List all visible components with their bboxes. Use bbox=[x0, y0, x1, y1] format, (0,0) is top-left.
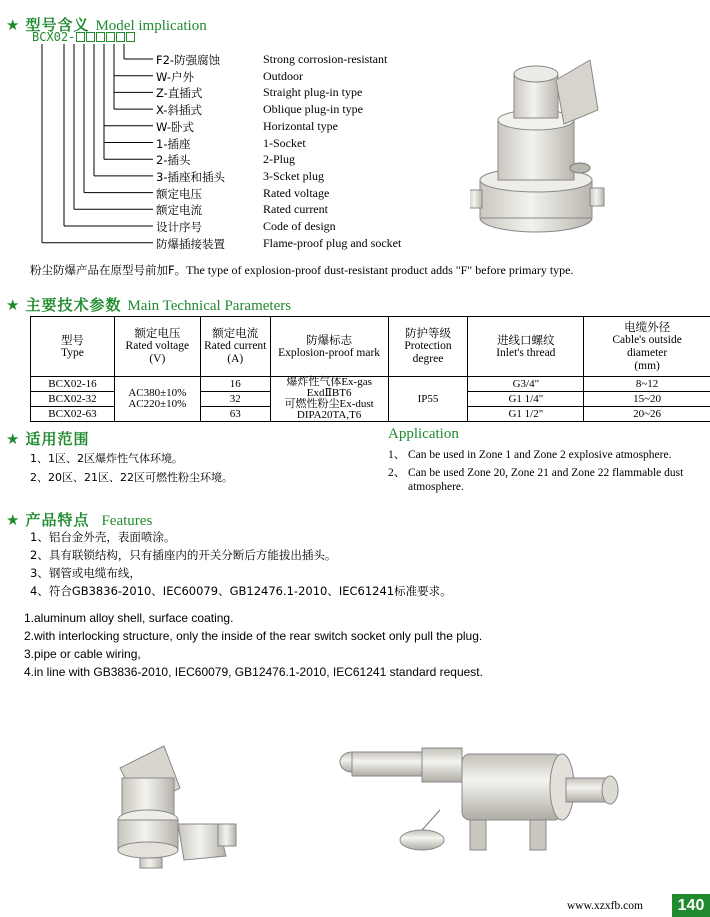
header-mark: 防爆标志 Explosion-proof mark bbox=[270, 317, 388, 377]
table-row: BCX02-16 AC380±10% AC220±10% 16 爆炸性气体Ex-gas ExdⅡBT6 可燃性粉尘Ex-dust DIPA20TA,T6 IP55 G3/4" 8~12 bbox=[31, 377, 710, 392]
model-item-en: Outdoor bbox=[263, 68, 303, 83]
features-list-en bbox=[24, 609, 483, 681]
scope-heading: ★ 适用范围 bbox=[6, 430, 90, 448]
table-row: BCX02-32 32 G1 1/4" 15~20 bbox=[31, 392, 710, 407]
star-icon: ★ bbox=[6, 298, 20, 314]
socket-product-image bbox=[470, 40, 620, 240]
header-voltage: 额定电压 Rated voltage (V) bbox=[114, 317, 200, 377]
model-item-en: Code of design bbox=[263, 219, 336, 233]
params-table bbox=[30, 316, 710, 422]
application-list bbox=[388, 448, 710, 494]
model-item-en: 1-Socket bbox=[263, 135, 306, 150]
model-item-zh: W-卧式 bbox=[156, 119, 195, 134]
model-item-zh: 额定电流 bbox=[156, 203, 202, 218]
list-item: 4、符合GB3836-2010、IEC60079、GB12476.1-2010、IEC61241标准要求。 bbox=[30, 584, 452, 598]
features-list-zh bbox=[30, 528, 452, 600]
mark-cell: 爆炸性气体Ex-gas ExdⅡBT6 可燃性粉尘Ex-dust DIPA20TA,T6 bbox=[270, 377, 388, 422]
list-item: 2、20区、21区、22区可燃性粉尘环境。 bbox=[30, 471, 233, 484]
table-row: BCX02-63 63 G1 1/2" 20~26 bbox=[31, 407, 710, 422]
header-thread: 进线口螺纹 Inlet's thread bbox=[468, 317, 584, 377]
table-header-row bbox=[31, 317, 710, 377]
model-item-zh: 2-插头 bbox=[156, 153, 191, 168]
page-number: 140 bbox=[672, 894, 710, 917]
model-item-zh: 防爆插接装置 bbox=[156, 236, 225, 251]
model-note: 粉尘防爆产品在原型号前加F。The type of explosion-proof dust-resistant product adds "F" before primary type. bbox=[30, 263, 574, 277]
plug-product-image bbox=[330, 740, 630, 870]
params-heading: ★ 主要技术参数 Main Technical Parameters bbox=[6, 296, 292, 314]
star-icon: ★ bbox=[6, 513, 20, 529]
list-item: 1、1区、2区爆炸性气体环境。 bbox=[30, 452, 183, 465]
model-item-en: Rated voltage bbox=[263, 185, 330, 200]
list-item: 3.pipe or cable wiring, bbox=[24, 647, 141, 661]
model-tree-lines bbox=[0, 0, 260, 260]
application-heading: Application bbox=[388, 426, 459, 442]
list-item: 4.in line with GB3836-2010, IEC60079, GB12476.1-2010, IEC61241 standard request. bbox=[24, 665, 483, 679]
voltage-cell: AC380±10% AC220±10% bbox=[114, 377, 200, 422]
model-item-en: Rated current bbox=[263, 202, 328, 217]
model-heading: ★ 型号含义 Model implication bbox=[6, 16, 207, 34]
model-item-en: 3-Scket plug bbox=[263, 168, 324, 183]
model-item-en: Horizontal type bbox=[263, 118, 338, 133]
scope-list-zh bbox=[30, 449, 233, 487]
model-item-en: Strong corrosion-resistant bbox=[263, 52, 388, 66]
model-item-en: Straight plug-in type bbox=[263, 85, 363, 100]
socket-angle-product-image bbox=[100, 728, 250, 878]
list-item: 1.aluminum alloy shell, surface coating. bbox=[24, 611, 234, 625]
protection-cell: IP55 bbox=[388, 377, 468, 422]
model-item-en: Flame-proof plug and socket bbox=[263, 235, 402, 250]
star-icon: ★ bbox=[6, 432, 20, 448]
header-current: 额定电流 Rated current (A) bbox=[200, 317, 270, 377]
list-item: 1、 Can be used in Zone 1 and Zone 2 explosive atmosphere. bbox=[388, 449, 672, 461]
model-item-en: 2-Plug bbox=[263, 152, 296, 167]
list-item: 2、 Can be used Zone 20, Zone 21 and Zone 22 flammable dust atmosphere. bbox=[388, 467, 684, 493]
list-item: 2.with interlocking structure, only the inside of the rear switch socket only pull the plug. bbox=[24, 629, 483, 643]
model-item-zh: F2-防强腐蚀 bbox=[156, 53, 221, 67]
star-icon: ★ bbox=[6, 18, 20, 34]
model-item-zh: Z-直插式 bbox=[156, 86, 203, 101]
model-item-zh: 3-插座和插头 bbox=[156, 169, 225, 184]
model-code: BCX02- bbox=[32, 30, 135, 44]
model-item-zh: W-户外 bbox=[156, 69, 195, 84]
header-type: 型号 Type bbox=[31, 317, 115, 377]
list-item: 2、具有联锁结构，只有插座内的开关分断后方能拔出插头。 bbox=[30, 548, 337, 562]
header-protection: 防护等级 Protection degree bbox=[388, 317, 468, 377]
footer-url: www.xzxfb.com bbox=[567, 900, 643, 912]
list-item: 1、铝台金外壳，表面喷涂。 bbox=[30, 530, 176, 544]
model-item-zh: 额定电压 bbox=[156, 186, 202, 201]
model-item-zh: X-斜插式 bbox=[156, 103, 202, 118]
header-cable: 电缆外径 Cable's outside diameter (mm) bbox=[584, 317, 710, 377]
features-heading: ★ 产品特点 Features bbox=[6, 511, 153, 529]
list-item: 3、钢管或电缆布线， bbox=[30, 566, 141, 580]
model-item-zh: 设计序号 bbox=[156, 220, 202, 234]
model-item-en: Oblique plug-in type bbox=[263, 102, 363, 117]
model-item-zh: 1-插座 bbox=[156, 136, 191, 151]
